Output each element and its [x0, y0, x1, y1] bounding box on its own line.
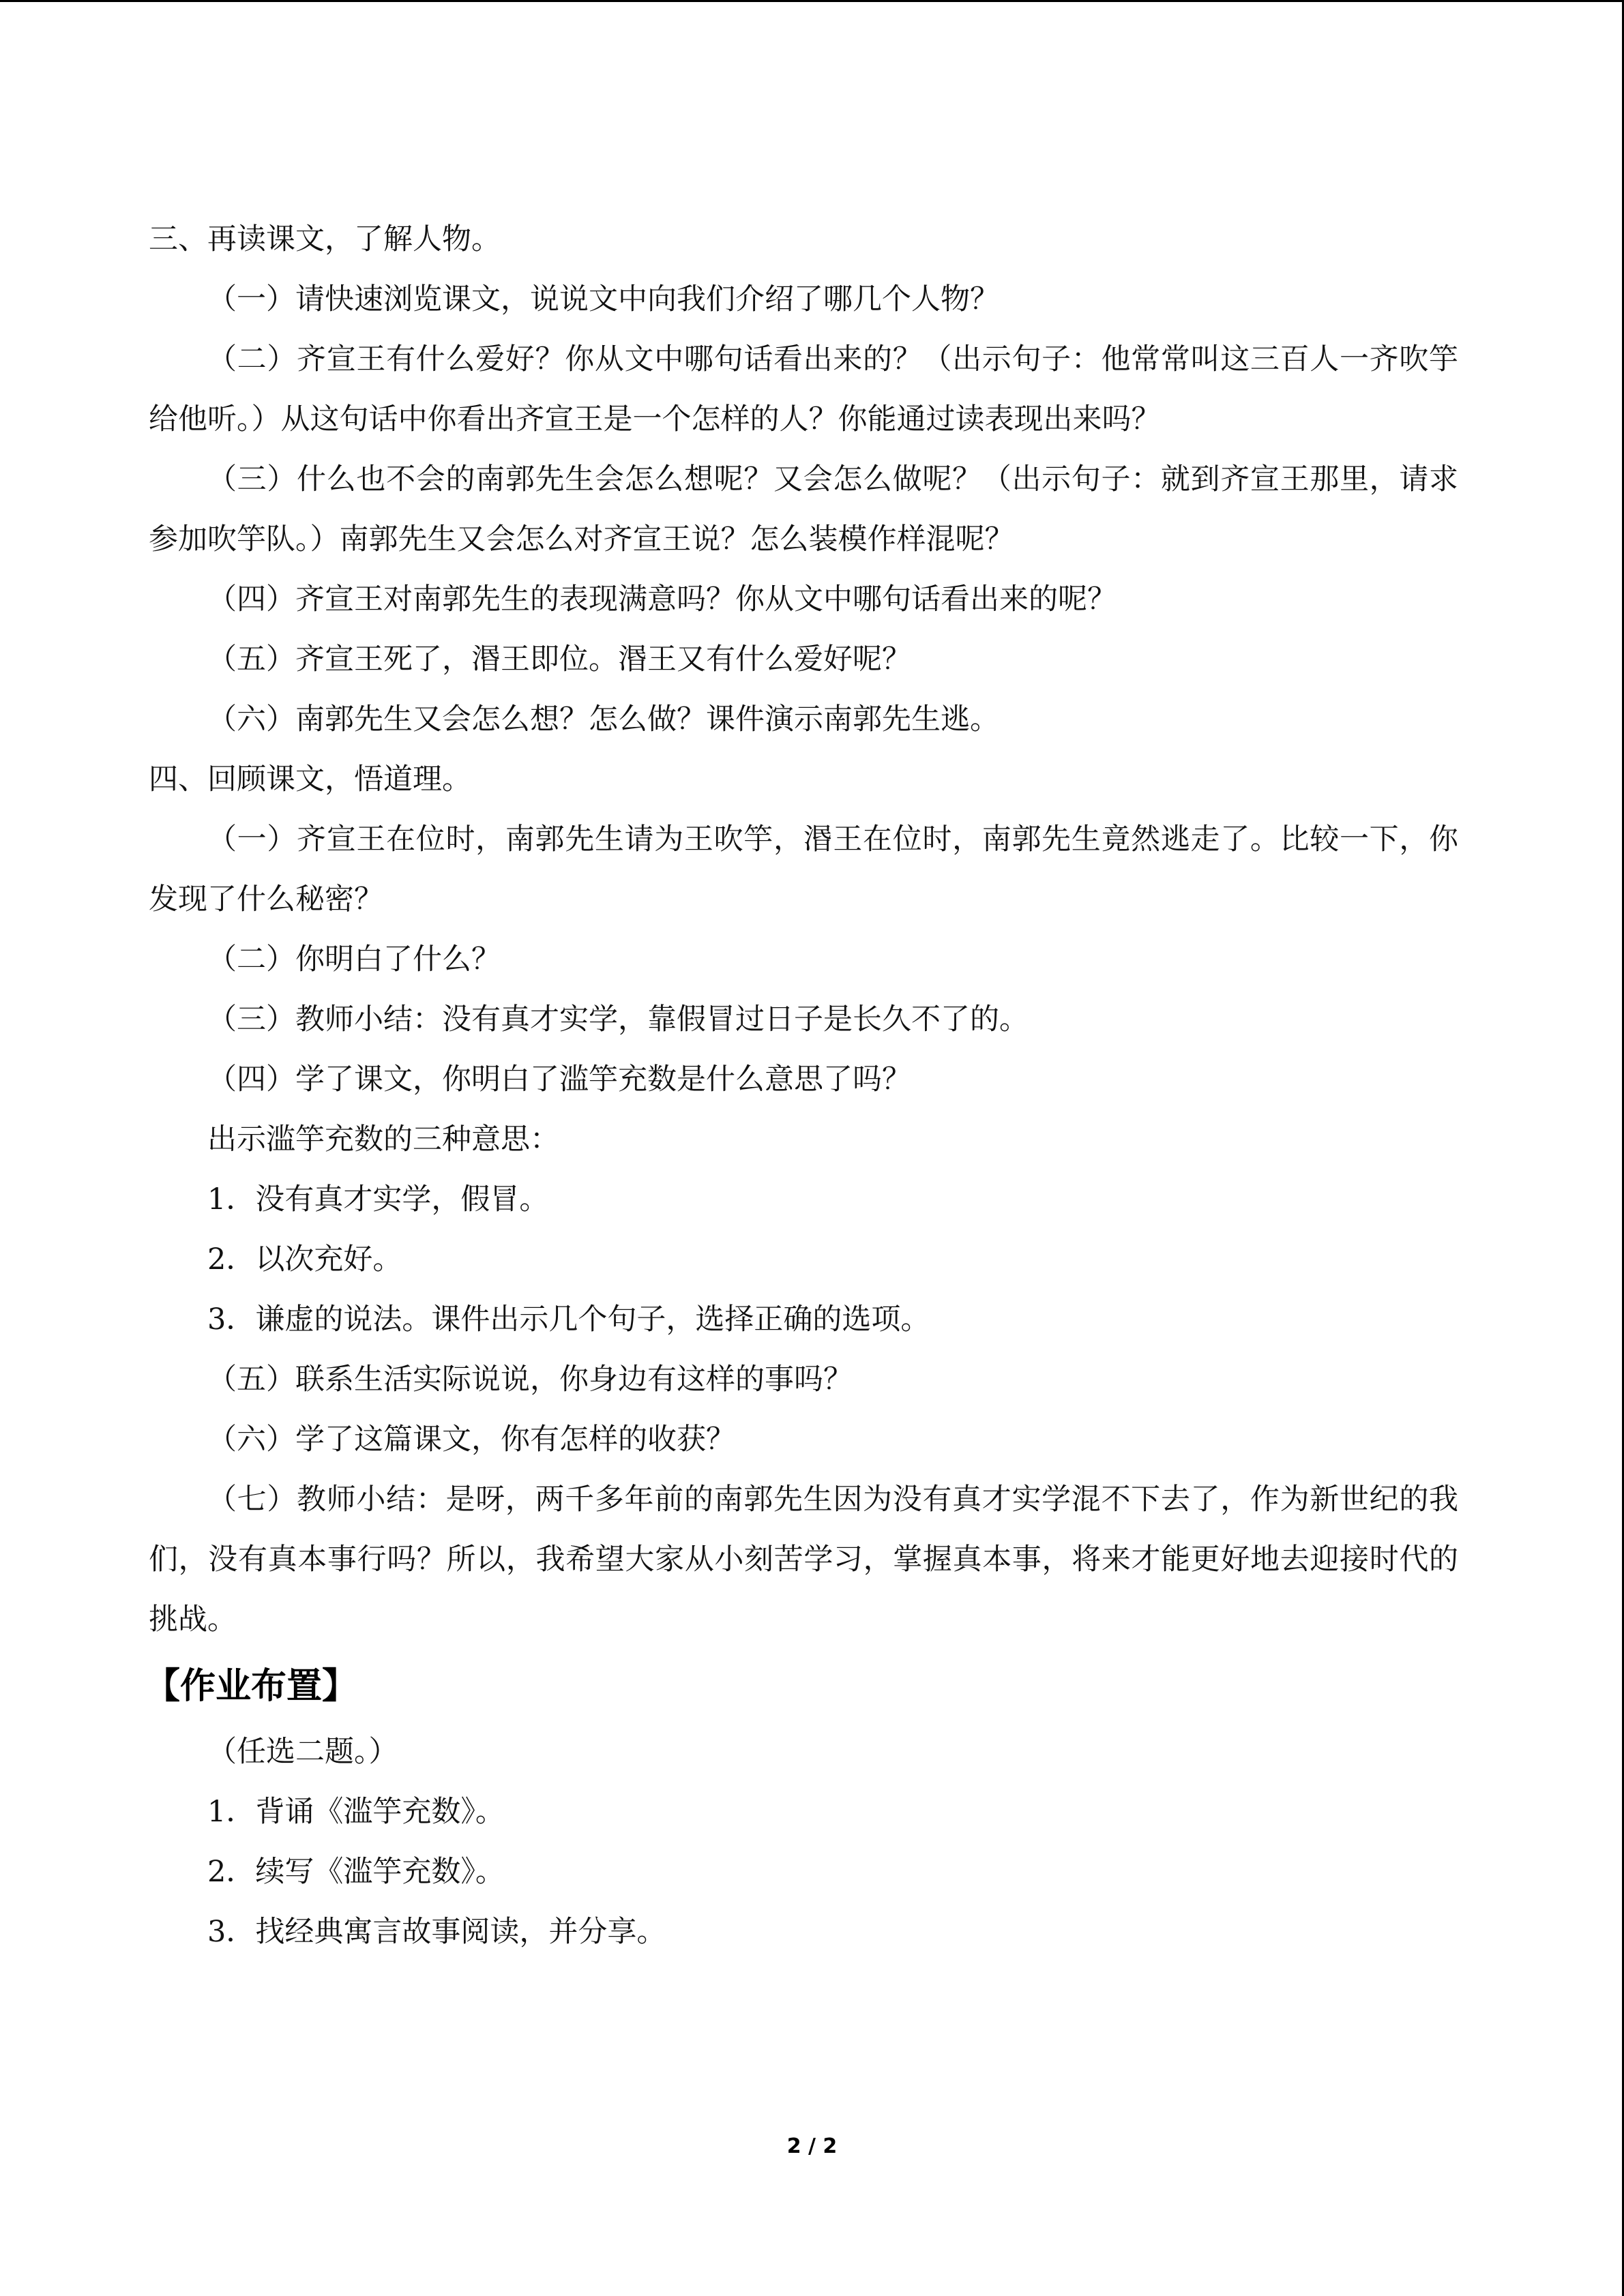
section-3-title: 三、再读课文，了解人物。 — [149, 222, 501, 256]
homework-item-2: 2．续写《滥竽充数》。 — [207, 1855, 505, 1889]
homework-note: （任选二题。） — [207, 1735, 398, 1769]
section-3-item-5: （五）齐宣王死了，湣王即位。湣王又有什么爱好呢？ — [207, 642, 911, 676]
document-body — [145, 209, 1458, 1962]
meaning-3: 3．谦虚的说法。课件出示几个句子，选择正确的选项。 — [207, 1302, 930, 1337]
section-3-item-3: （三）什么也不会的南郭先生会怎么想呢？又会怎么做呢？（出示句子：就到齐宣王那里，请求参加吹竽队。）南郭先生又会怎么对齐宣王说？怎么装模作样混呢？ — [149, 462, 1458, 556]
section-4-item-5: （五）联系生活实际说说，你身边有这样的事吗？ — [207, 1362, 853, 1397]
section-3-item-6: （六）南郭先生又会怎么想？怎么做？课件演示南郭先生逃。 — [207, 702, 999, 736]
meanings-intro: 出示滥竽充数的三种意思： — [207, 1122, 559, 1157]
section-3-item-4: （四）齐宣王对南郭先生的表现满意吗？你从文中哪句话看出来的呢？ — [207, 582, 1117, 616]
homework-item-3: 3．找经典寓言故事阅读，并分享。 — [207, 1915, 666, 1949]
section-4-item-4: （四）学了课文，你明白了滥竽充数是什么意思了吗？ — [207, 1062, 911, 1097]
section-4-title: 四、回顾课文，悟道理。 — [149, 762, 471, 796]
meaning-1: 1．没有真才实学，假冒。 — [207, 1182, 549, 1217]
section-4-item-1: （一）齐宣王在位时，南郭先生请为王吹竽，湣王在位时，南郭先生竟然逃走了。比较一下，你发现了什么秘密？ — [149, 822, 1458, 916]
meaning-2: 2．以次充好。 — [207, 1242, 402, 1277]
homework-heading: 【作业布置】 — [145, 1666, 358, 1707]
section-3-item-1: （一）请快速浏览课文，说说文中向我们介绍了哪几个人物？ — [207, 282, 999, 316]
section-4-item-7: （七）教师小结：是呀，两千多年前的南郭先生因为没有真才实学混不下去了，作为新世纪的我们，没有真本事行吗？所以，我希望大家从小刻苦学习，掌握真本事，将来才能更好地去迎接时代的挑战。 — [149, 1482, 1458, 1637]
section-4-item-2: （二）你明白了什么？ — [207, 942, 501, 976]
section-3-item-2: （二）齐宣王有什么爱好？你从文中哪句话看出来的？（出示句子：他常常叫这三百人一齐吹竽给他听。）从这句话中你看出齐宣王是一个怎样的人？你能通过读表现出来吗？ — [149, 342, 1458, 436]
section-4-item-3: （三）教师小结：没有真才实学，靠假冒过日子是长久不了的。 — [207, 1002, 1029, 1037]
page-number: 2 / 2 — [786, 2134, 838, 2158]
homework-item-1: 1．背诵《滥竽充数》。 — [207, 1795, 505, 1829]
section-4-item-6: （六）学了这篇课文，你有怎样的收获？ — [207, 1422, 735, 1457]
